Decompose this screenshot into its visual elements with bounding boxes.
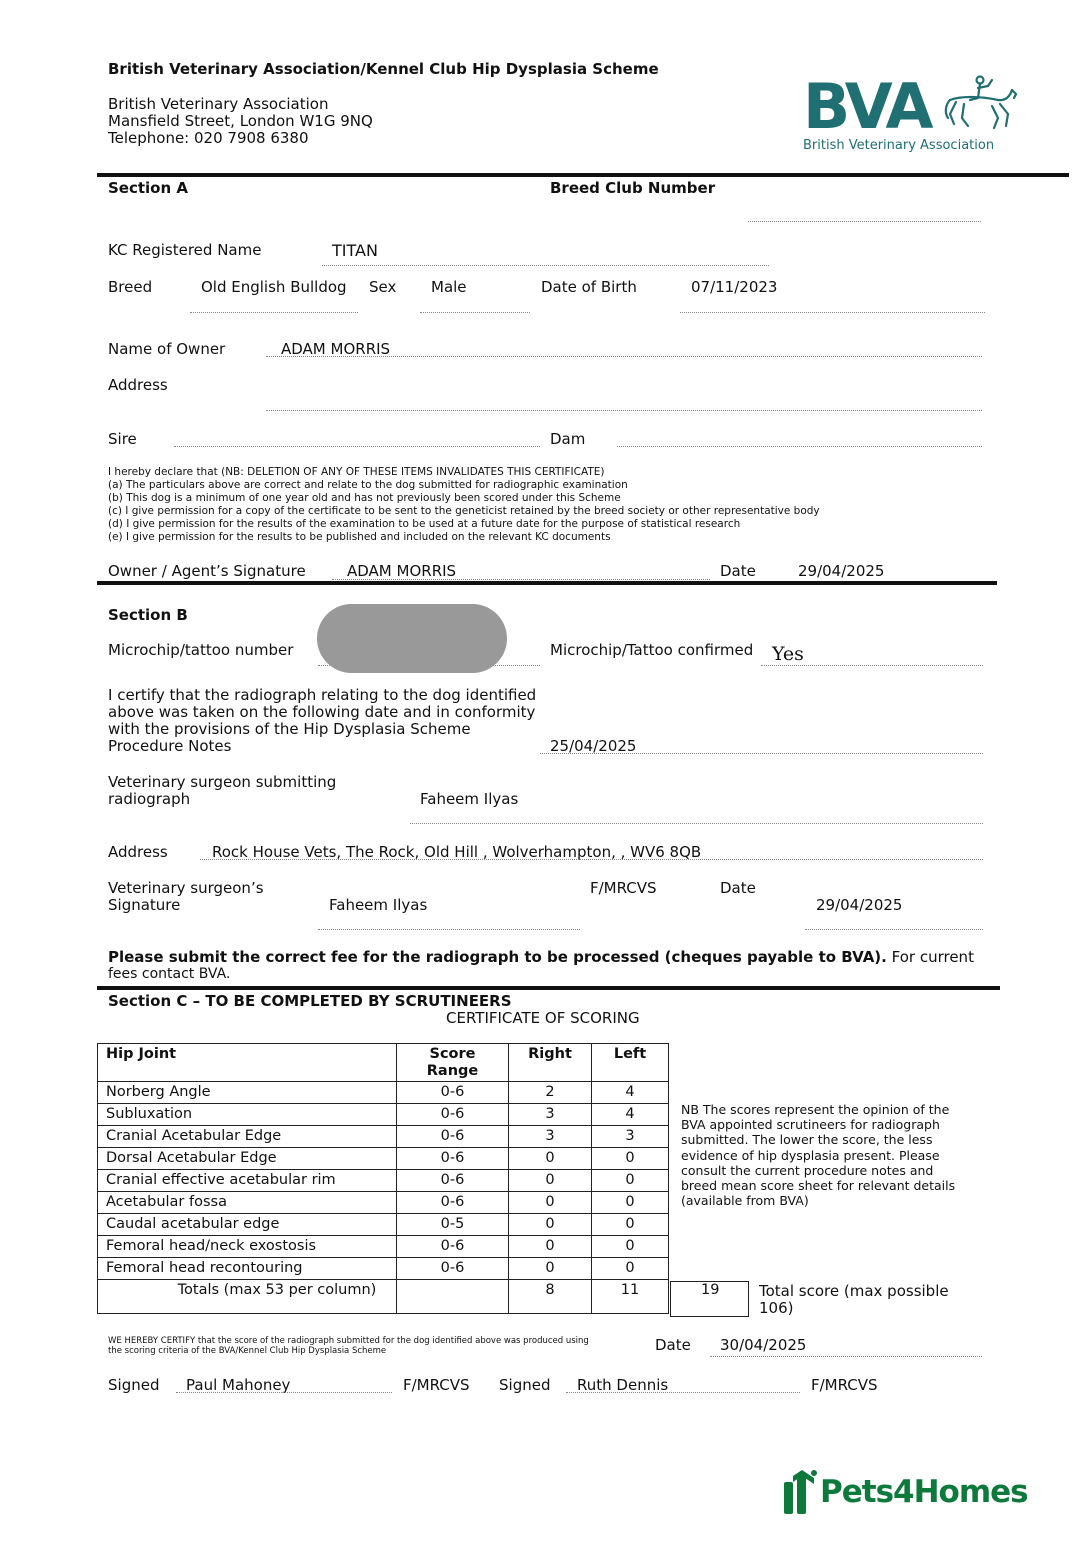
address-label: Address — [108, 376, 168, 394]
total-score-label-2: 106) — [759, 1299, 794, 1317]
microchip-confirmed-line — [761, 665, 983, 666]
joint-name: Acetabular fossa — [98, 1192, 397, 1214]
vet-signature-line — [318, 929, 580, 930]
header-left: Left — [592, 1044, 669, 1082]
dob-line — [680, 312, 985, 313]
right-score: 0 — [509, 1148, 592, 1170]
nb-line: breed mean score sheet for relevant details — [681, 1178, 956, 1194]
declaration-line-c: (c) I give permission for a copy of the certificate to be sent to the geneticist retained by the breed society or other representative body — [108, 505, 820, 517]
signer1-fmrcvs: F/MRCVS — [403, 1376, 470, 1394]
nb-line: submitted. The lower the score, the less — [681, 1132, 933, 1148]
totals-label: Totals (max 53 per column) — [98, 1280, 397, 1314]
radiograph-date-line — [540, 753, 983, 754]
header-score-range: Score Range — [397, 1044, 509, 1082]
left-score: 0 — [592, 1170, 669, 1192]
scoring-date-line — [710, 1356, 982, 1357]
vet-submitting-label-1: Veterinary surgeon submitting — [108, 773, 337, 791]
declaration-line-e: (e) I give permission for the results to be published and included on the relevant KC documents — [108, 531, 611, 543]
microchip-confirmed-value[interactable]: Yes — [772, 643, 804, 665]
certify-line-4: Procedure Notes — [108, 737, 232, 755]
certify-line-2: above was taken on the following date and in conformity — [108, 703, 536, 721]
vet-submitting-value[interactable]: Faheem Ilyas — [420, 790, 519, 808]
microchip-confirmed-label: Microchip/Tattoo confirmed — [550, 641, 754, 659]
declaration-line-b: (b) This dog is a minimum of one year old and has not previously been scored under this Scheme — [108, 492, 621, 504]
signer1-line — [176, 1392, 392, 1393]
scrutineer-certify — [108, 1336, 589, 1356]
breed-club-number-field[interactable] — [748, 221, 981, 222]
fee-note-bold: Please submit the correct fee for the radiograph to be processed (cheques payable to BVA). — [108, 948, 887, 966]
score-range: 0-6 — [397, 1104, 509, 1126]
bva-logo-subtitle: British Veterinary Association — [803, 138, 995, 153]
owner-date-value[interactable]: 29/04/2025 — [798, 562, 885, 580]
fee-note — [108, 948, 974, 966]
right-score: 0 — [509, 1170, 592, 1192]
right-score: 2 — [509, 1082, 592, 1104]
breed-line — [190, 312, 358, 313]
owner-line — [266, 356, 982, 357]
signer2-fmrcvs: F/MRCVS — [811, 1376, 878, 1394]
org-address: Mansfield Street, London W1G 9NQ — [108, 112, 373, 130]
joint-name: Caudal acetabular edge — [98, 1214, 397, 1236]
certify-line-3: with the provisions of the Hip Dysplasia Scheme — [108, 720, 471, 738]
joint-name: Dorsal Acetabular Edge — [98, 1148, 397, 1170]
right-score: 0 — [509, 1236, 592, 1258]
section-b-rule — [97, 581, 997, 585]
score-range: 0-6 — [397, 1170, 509, 1192]
table-row — [98, 1192, 669, 1214]
kc-name-line — [322, 265, 769, 266]
score-range: 0-6 — [397, 1148, 509, 1170]
microchip-redaction — [317, 604, 507, 673]
sex-line — [420, 312, 530, 313]
breed-label: Breed — [108, 278, 153, 296]
owner-label: Name of Owner — [108, 340, 226, 358]
section-a-rule — [97, 173, 1069, 177]
section-c-rule — [97, 986, 1000, 990]
scores-table — [97, 1043, 669, 1314]
declaration-line-0: I hereby declare that (NB: DELETION OF ANY OF THESE ITEMS INVALIDATES THIS CERTIFICATE) — [108, 466, 605, 478]
sire-label: Sire — [108, 430, 137, 448]
total-left: 11 — [592, 1280, 669, 1314]
score-range: 0-6 — [397, 1192, 509, 1214]
vet-signature-label-1: Veterinary surgeon’s — [108, 879, 264, 897]
vet-address-line — [200, 859, 983, 860]
signer2-value[interactable]: Ruth Dennis — [577, 1376, 669, 1394]
vet-submitting-label-2: radiograph — [108, 790, 191, 808]
score-range: 0-5 — [397, 1214, 509, 1236]
table-row — [98, 1214, 669, 1236]
nb-line: evidence of hip dysplasia present. Please — [681, 1147, 940, 1163]
left-score: 0 — [592, 1192, 669, 1214]
signed-label-1: Signed — [108, 1376, 160, 1394]
radiograph-date-value[interactable]: 25/04/2025 — [550, 737, 637, 755]
joint-name: Norberg Angle — [98, 1082, 397, 1104]
certify-line-1: I certify that the radiograph relating to the dog identified — [108, 686, 537, 704]
sex-label: Sex — [369, 278, 397, 296]
sire-field[interactable] — [174, 446, 540, 447]
pets4homes-text: Pets4Homes — [820, 1474, 1028, 1510]
table-row — [98, 1082, 669, 1104]
left-score: 0 — [592, 1236, 669, 1258]
dob-label: Date of Birth — [541, 278, 637, 296]
vet-signature-value[interactable]: Faheem Ilyas — [329, 896, 428, 914]
nb-line: BVA appointed scrutineers for radiograph — [681, 1117, 940, 1133]
total-score-box — [670, 1281, 749, 1317]
org-name: British Veterinary Association — [108, 95, 329, 113]
certify-small-line: the scoring criteria of the BVA/Kennel Club Hip Dysplasia Scheme — [108, 1346, 387, 1356]
score-range: 0-6 — [397, 1126, 509, 1148]
right-score: 0 — [509, 1258, 592, 1280]
microchip-label: Microchip/tattoo number — [108, 641, 294, 659]
pets4homes-watermark — [780, 1468, 1040, 1520]
left-score: 0 — [592, 1214, 669, 1236]
horse-rider-icon — [940, 74, 1020, 134]
total-score-label-1: Total score (max possible — [759, 1282, 949, 1300]
signed-label-2: Signed — [499, 1376, 551, 1394]
total-score-value: 19 — [701, 1282, 720, 1298]
certify-small-line: WE HEREBY CERTIFY that the score of the radiograph submitted for the dog identified above was produced using — [108, 1336, 589, 1346]
owner-value[interactable]: ADAM MORRIS — [281, 340, 391, 358]
joint-name: Femoral head recontouring — [98, 1258, 397, 1280]
left-score: 0 — [592, 1258, 669, 1280]
dob-value[interactable]: 07/11/2023 — [691, 278, 778, 296]
table-row — [98, 1104, 669, 1126]
header-right: Right — [509, 1044, 592, 1082]
breed-club-label: Breed Club Number — [550, 179, 716, 197]
table-row — [98, 1148, 669, 1170]
right-score: 0 — [509, 1192, 592, 1214]
vet-date-label: Date — [720, 879, 756, 897]
nb-note — [681, 1102, 955, 1208]
joint-name: Subluxation — [98, 1104, 397, 1126]
signer2-line — [566, 1392, 800, 1393]
totals-row — [98, 1280, 669, 1314]
kc-name-value[interactable]: TITAN — [332, 241, 378, 260]
signer1-value[interactable]: Paul Mahoney — [186, 1376, 291, 1394]
kc-name-label: KC Registered Name — [108, 241, 262, 259]
table-row — [98, 1236, 669, 1258]
vet-address-label: Address — [108, 843, 168, 861]
owner-signature-value[interactable]: ADAM MORRIS — [347, 562, 457, 580]
score-range: 0-6 — [397, 1236, 509, 1258]
joint-name: Femoral head/neck exostosis — [98, 1236, 397, 1258]
owner-signature-label: Owner / Agent’s Signature — [108, 562, 306, 580]
declaration-line-a: (a) The particulars above are correct and relate to the dog submitted for radiographic examination — [108, 479, 628, 491]
left-score: 0 — [592, 1148, 669, 1170]
table-row — [98, 1126, 669, 1148]
dam-label: Dam — [550, 430, 586, 448]
joint-name: Cranial effective acetabular rim — [98, 1170, 397, 1192]
scoring-date-label: Date — [655, 1336, 691, 1354]
left-score: 3 — [592, 1126, 669, 1148]
section-c-heading: Section C – TO BE COMPLETED BY SCRUTINEERS — [108, 992, 512, 1010]
fee-note-line2: fees contact BVA. — [108, 966, 231, 982]
owner-address-field[interactable] — [266, 410, 982, 411]
owner-signature-line — [332, 579, 710, 580]
left-score: 4 — [592, 1082, 669, 1104]
score-range: 0-6 — [397, 1082, 509, 1104]
totals-range-empty — [397, 1280, 509, 1314]
nb-line: NB The scores represent the opinion of the — [681, 1102, 950, 1117]
bva-logo-letters: BVA — [803, 70, 931, 143]
bva-logo — [800, 72, 1030, 162]
vet-address-value[interactable]: Rock House Vets, The Rock, Old Hill , Wolverhampton, , WV6 8QB — [212, 843, 702, 861]
vet-date-value[interactable]: 29/04/2025 — [816, 896, 903, 914]
right-score: 0 — [509, 1214, 592, 1236]
dam-field[interactable] — [617, 446, 982, 447]
vet-fmrcvs-label: F/MRCVS — [590, 879, 657, 897]
joint-name: Cranial Acetabular Edge — [98, 1126, 397, 1148]
sex-value[interactable]: Male — [431, 278, 467, 296]
table-row — [98, 1170, 669, 1192]
right-score: 3 — [509, 1104, 592, 1126]
section-b-heading: Section B — [108, 606, 188, 624]
right-score: 3 — [509, 1126, 592, 1148]
header-hip-joint: Hip Joint — [98, 1044, 397, 1082]
section-a-heading: Section A — [108, 179, 188, 197]
fee-note-rest: For current — [886, 948, 974, 966]
table-row — [98, 1258, 669, 1280]
declaration-line-d: (d) I give permission for the results of the examination to be used at a future date for the purpose of statistical research — [108, 518, 741, 530]
left-score: 4 — [592, 1104, 669, 1126]
nb-line: (available from BVA) — [681, 1193, 809, 1209]
nb-line: consult the current procedure notes and — [681, 1162, 934, 1178]
breed-value[interactable]: Old English Bulldog — [201, 278, 347, 296]
owner-date-label: Date — [720, 562, 756, 580]
org-phone: Telephone: 020 7908 6380 — [108, 129, 309, 147]
scoring-date-value[interactable]: 30/04/2025 — [720, 1336, 807, 1354]
certificate-subheading: CERTIFICATE OF SCORING — [446, 1009, 640, 1027]
scheme-title: British Veterinary Association/Kennel Club Hip Dysplasia Scheme — [108, 60, 659, 78]
pets4homes-house-icon — [780, 1468, 820, 1516]
vet-signature-label-2: Signature — [108, 896, 181, 914]
scores-header-row — [98, 1044, 669, 1082]
score-range: 0-6 — [397, 1258, 509, 1280]
vet-date-line — [805, 929, 983, 930]
vet-submitting-line — [410, 823, 983, 824]
total-right: 8 — [509, 1280, 592, 1314]
